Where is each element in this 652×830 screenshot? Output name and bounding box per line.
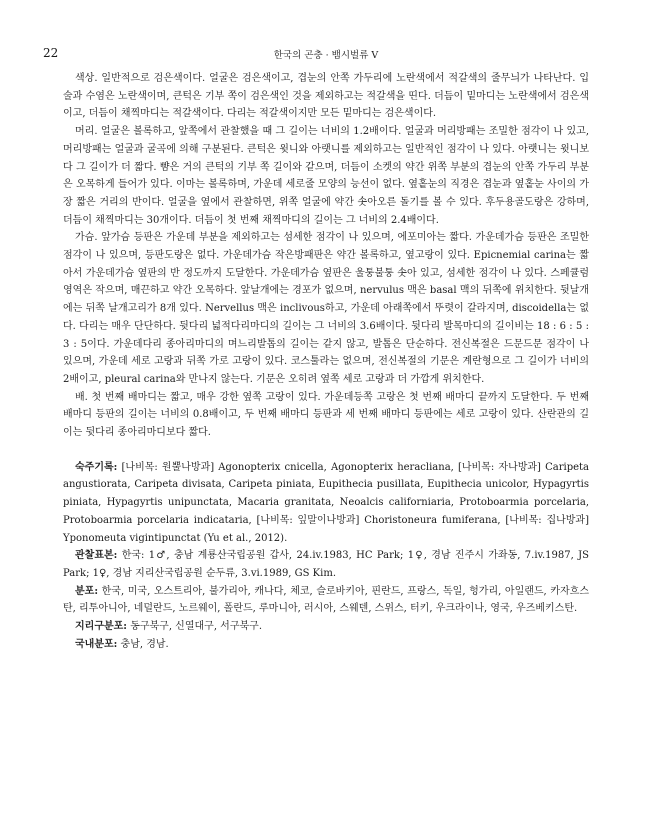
domestic-label: 국내분포: — [75, 638, 118, 650]
host-records — [63, 459, 589, 548]
domestic-text: 충남, 경남. — [120, 638, 169, 650]
distribution-text: 한국, 미국, 오스트리아, 불가리아, 캐나다, 체코, 슬로바키아, 핀란드, 프랑스, 독일, 헝가리, 아일랜드, 카자흐스탄, 리투아니아, 네덜란드, 노르웨이, 폴란드, 루마니아, 러시아, 스웨덴, 스위스, 터키, 우크라이나, 영국, 우즈베키스탄. — [63, 585, 589, 615]
distribution — [63, 583, 589, 618]
page-body — [63, 70, 589, 654]
geo-text: 동구북구, 신열대구, 서구북구. — [130, 621, 263, 633]
specimens-examined — [63, 547, 589, 582]
distribution-label: 분포: — [75, 585, 99, 597]
paragraph-abdomen: 배. 첫 번째 배마디는 짧고, 매우 강한 옆쪽 고랑이 있다. 가운데등쪽 고랑은 첫 번째 배마디 끝까지 도달한다. 두 번째 배마디 등판의 길이는 너비의 0.8배이고, 두 번째 배마디 등판과 세 번째 배마디 등판에는 세로 고랑이 있다. 산란관의 길이는 뒷다리 종아리마디보다 짧다. — [63, 391, 589, 439]
specimens-text: 한국: 1♂, 충남 계룡산국립공원 갑사, 24.iv.1983, HC Park; 1♀, 경남 진주시 가좌동, 7.iv.1987, JS Park; 1♀, 경남 지리산국립공원 순두류, 3.vi.1989, GS Kim. — [63, 550, 589, 579]
specimens-label: 관찰표본: — [75, 550, 118, 562]
page-header — [43, 46, 609, 62]
paragraph-thorax: 가슴. 앞가슴 등판은 가운데 부분을 제외하고는 섬세한 점각이 나 있으며, 에포미아는 짧다. 가운데가슴 등판은 조밀한 점각이 나 있으며, 등판도랑은 없다. 가운데가슴 작은방패판은 약간 볼록하고, 옆고랑이 있다. Epicnemial carina는 짧아서 가운데가슴 옆판의 반 정도까지 도달한다. 가운데가슴 옆판은 울퉁불퉁 솟아 있고, 섬세한 점각이 나 있다. 스페큘럼 영역은 작으며, 매끈하고 약간 오목하다. 앞날개에는 경포가 없으며, nervulus 맥은 basal 맥의 뒤쪽에 위치한다. 뒷날개에는 뒤쪽 날개고리가 8개 있다. Nervellus 맥은 inclivous하고, 가운데 아래쪽에서 뚜렷이 갈라지며, discoidella는 없다. 다리는 매우 단단하다. 뒷다리 넓적다리마디의 길이는 그 너비의 3.6배이다. 뒷다리 발목마디의 길이비는 18 : 6 : 5 : 3 : 5이다. 가운데다리 종아리마디의 며느리발톱의 길이는 같지 않고, 발톱은 단순하다. 전신복절은 드문드문 점각이 나 있으며, 가운데 세로 고랑과 뒤쪽 가로 고랑이 있다. 코스툴라는 없으며, 전신복절의 기문은 계란형으로 그 길이가 너비의 2배이고, pleural carina와 만나지 않는다. 기문은 오히려 옆쪽 세로 고랑과 더 가깝게 위치한다. — [63, 232, 589, 385]
host-records-label: 숙주기록: — [75, 461, 118, 473]
page-number: 22 — [43, 46, 59, 60]
geo-label: 지리구분포: — [75, 621, 127, 633]
paragraph-head: 머리. 얼굴은 볼록하고, 앞쪽에서 관찰했을 때 그 길이는 너비의 1.2배이다. 얼굴과 머리방패는 조밀한 점각이 나 있고, 머리방패는 얼굴과 굴곡에 의해 구분된다. 큰턱은 윗니와 아랫니를 제외하고는 일반적인 점각이 나 있다. 아랫니는 윗니보다 그 길이가 더 짧다. 뺨은 거의 큰턱의 기부 쪽 길이와 같으며, 더듬이 소켓의 약간 위쪽 부분의 겹눈의 안쪽 가두리 부분은 오목하게 들어가 있다. 이마는 볼록하며, 가운데 세로줄 모양의 능선이 없다. 옆홑눈의 직경은 겹눈과 옆홑눈 사이의 가장 짧은 거리의 반이다. 얼굴을 옆에서 관찰하면, 위쪽 얼굴에 약간 솟아오른 돌기를 볼 수 있다. 후두용골도랑은 강하며, 더듬이 채찍마디는 30개이다. 더듬이 첫 번째 채찍마디의 길이는 그 너비의 2.4배이다. — [63, 126, 589, 226]
paragraph-color: 색상. 일반적으로 검은색이다. 얼굴은 검은색이고, 겹눈의 안쪽 가두리에 노란색에서 적갈색의 줄무늬가 나타난다. 입술과 수염은 노란색이며, 큰턱은 기부 쪽이 검은색인 것을 제외하고는 적갈색을 띤다. 더듬이 밑마디는 노란색에서 검은색이고, 더듬이 채찍마디는 적갈색이다. 다리는 적갈색이지만 모든 밑마디는 검은색이다. — [63, 73, 589, 120]
zoogeographic-distribution — [63, 618, 589, 636]
host-records-text: [나비목: 원뿔나방과] Agonopterix cnicella, Agonopterix heracliana, [나비목: 자나방과] Caripeta angustiorata, Caripeta divisata, Caripeta piniata, Eupithecia pusillata, Eupithecia unicolor, Hypagyrtis piniata, Hypagyrtis unipunctata, Macaria granitata, Neoalcis californiaria, Protoboarmia porcelaria, Protoboarmia porcelaria indicataria, [나비목: 잎말이나방과] Choristoneura fumiferana, [나비목: 집나방과] Yponomeuta vigintipunctat (Yu et al., 2012). — [63, 461, 589, 544]
section-gap — [63, 442, 589, 459]
domestic-distribution — [63, 636, 589, 654]
running-title: 한국의 곤충 · 뱀시벌류 V — [273, 50, 379, 61]
